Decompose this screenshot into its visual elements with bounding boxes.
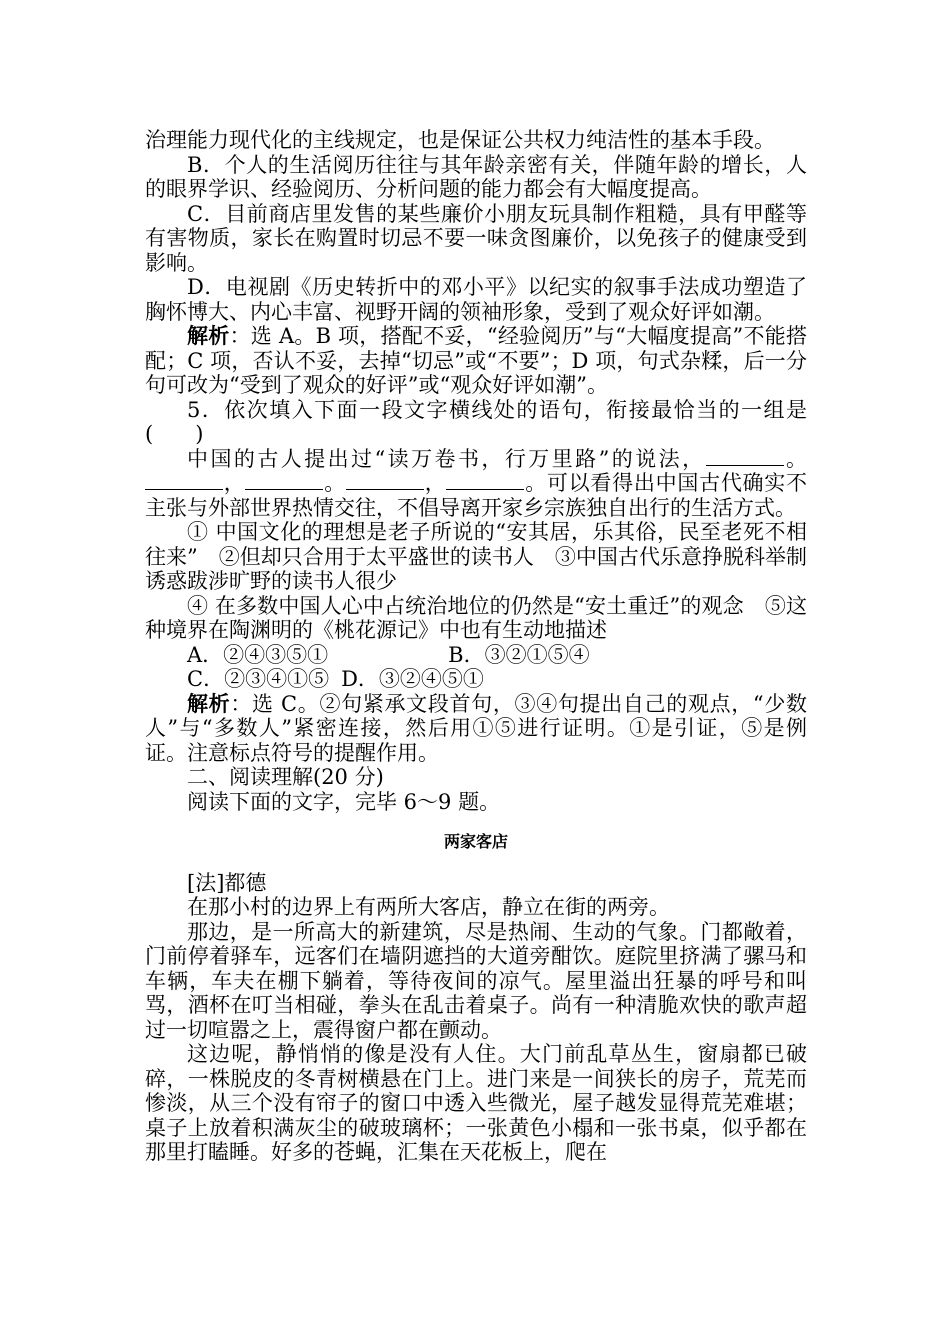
story-paragraph-1: 在那小村的边界上有两所大客店，静立在街的两旁。 xyxy=(187,895,670,919)
q5-items-2: ④ 在多数中国人心中占统治地位的仍然是“安土重迁”的观念 ⑤这种境界在陶渊明的《桃花源记》中也有生动地描述 xyxy=(145,593,807,642)
document-page xyxy=(145,128,807,1165)
sep-1: 。 xyxy=(783,446,808,471)
blank-4 xyxy=(346,471,424,490)
section-instruction: 阅读下面的文字，完毕 6～9 题。 xyxy=(187,789,501,814)
q5-items-1: ① 中国文化的理想是老子所说的“安其居，乐其俗，民至老死不相往来” ②但却只合用于太平盛世的读书人 ③中国古代乐意挣脱科举制诱惑跋涉旷野的读书人很少 xyxy=(145,520,807,593)
option-d: D．③②④⑤① xyxy=(341,667,484,691)
option-c: C．②③④①⑤ xyxy=(187,667,330,691)
passage-text-b: 。可以看得出中国古代确实不主张与外部世界热情交往，不倡导离开家乡宗族独自出行的生活方式。 xyxy=(145,471,808,520)
option-a: A．②④③⑤① xyxy=(187,642,329,667)
section-heading: 二、阅读理解(20 分) xyxy=(187,765,384,789)
q4-option-c: C．目前商店里发售的某些廉价小朋友玩具制作粗糙，具有甲醛等有害物质，家长在购置时切忌不要一味贪图廉价，以免孩子的健康受到影响。 xyxy=(145,201,807,275)
blank-1 xyxy=(706,447,784,466)
option-b: B．③②①⑤④ xyxy=(448,642,590,667)
q5-options-ab xyxy=(145,643,807,668)
sep-2: ， xyxy=(223,471,246,495)
passage-text-a: 中国的古人提出过“读万卷书，行万里路”的说法， xyxy=(187,446,706,471)
blank-5 xyxy=(446,471,524,490)
q5-analysis xyxy=(145,692,807,766)
analysis-text: ：选 A。B 项，搭配不妥，“经验阅历”与“大幅度提高”不能搭配；C 项，否认不妥，去掉“切忌”或“不要”；D 项，句式杂糅，后一分句可改为“受到了观众的好评”或“观众好评如潮”。 xyxy=(145,324,808,397)
analysis-label: 解析 xyxy=(187,690,231,716)
story-paragraph-3: 这边呢，静悄悄的像是没有人住。大门前乱草丛生，窗扇都已破碎，一株脱皮的冬青树横悬在门上。进门来是一间狭长的房子，荒芜而惨淡，从三个没有帘子的窗口中透入些微光，屋子越发显得荒芜难堪；桌子上放着积满灰尘的破玻璃杯；一张黄色小榻和一张书桌，似乎都在那里打瞌睡。好多的苍蝇，汇集在天花板上，爬在 xyxy=(145,1042,807,1164)
story-author: [法]都德 xyxy=(187,870,267,895)
q4-option-b: B．个人的生活阅历往往与其年龄亲密有关，伴随年龄的增长，人的眼界学识、经验阅历、分析问题的能力都会有大幅度提高。 xyxy=(145,152,807,201)
blank-3 xyxy=(245,471,323,490)
q5-options-cd xyxy=(145,667,807,692)
q5-passage xyxy=(145,447,807,521)
sep-4: ， xyxy=(423,471,447,495)
sep-3: 。 xyxy=(323,471,346,495)
analysis-label: 解析 xyxy=(187,323,230,348)
story-title: 两家客店 xyxy=(443,832,508,851)
blank-2 xyxy=(145,471,223,490)
q5-stem: 5．依次填入下面一段文字横线处的语句，衔接最恰当的一组是( ) xyxy=(145,397,807,446)
q4-analysis xyxy=(145,324,807,398)
analysis-text: ：选 C。②句紧承文段首句，③④句提出自己的观点，“少数人”与“多数人”紧密连接，然后用①⑤进行证明。①是引证，⑤是例证。注意标点符号的提醒作用。 xyxy=(145,691,808,765)
q4-option-d: D．电视剧《历史转折中的邓小平》以纪实的叙事手法成功塑造了胸怀博大、内心丰富、视野开阔的领袖形象，受到了观众好评如潮。 xyxy=(145,275,807,324)
story-paragraph-2: 那边，是一所高大的新建筑，尽是热闹、生动的气象。门都敞着，门前停着驿车，远客们在墙阴遮挡的大道旁酣饮。庭院里挤满了骡马和车辆，车夫在棚下躺着，等待夜间的凉气。屋里溢出狂暴的呼号和叫骂，酒杯在叮当相碰，拳头在乱击着桌子。尚有一种清脆欢快的歌声超过一切喧嚣之上，震得窗户都在颤动。 xyxy=(145,919,807,1042)
q4-continuation: 治理能力现代化的主线规定，也是保证公共权力纯洁性的基本手段。 xyxy=(145,128,775,152)
